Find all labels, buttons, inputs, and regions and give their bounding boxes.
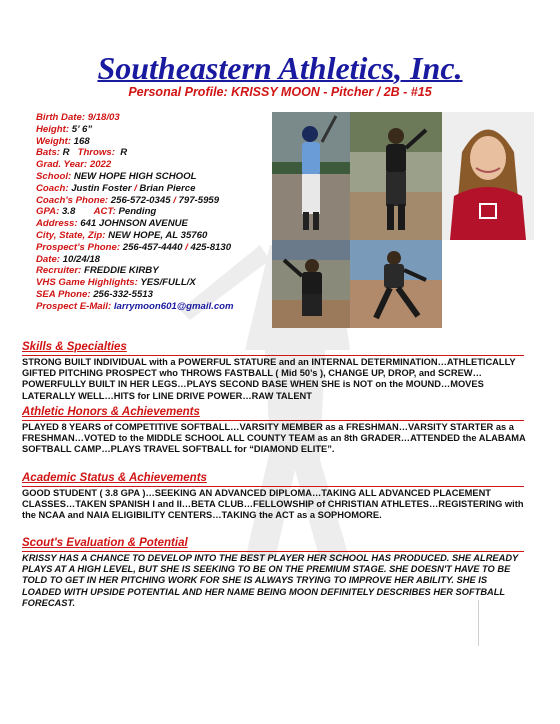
city-label: City, State, Zip: — [36, 229, 109, 241]
coach-value-2: Brian Pierce — [136, 182, 196, 194]
academic-text: GOOD STUDENT ( 3.8 GPA )…SEEKING AN ADVANCED DIPLOMA…TAKING ALL ADVANCED PLACEMENT CLASSES…TAKEN SPANISH I and II…BETA CLUB…FELLOWSHIP of CHRISTIAN ATHLETES…REGISTERING with the NCAA and NAIA ELIGIBILITY CENTERS…TAKING the ACT as a SOPHOMORE. — [22, 488, 524, 521]
photo-pitching-windup — [350, 112, 442, 240]
city-value: NEW HOPE, AL 35760 — [108, 229, 208, 241]
coach-phone-value-2: 797-5959 — [175, 194, 220, 206]
skills-heading: Skills & Specialties — [22, 341, 127, 353]
sea-phone-value: 256-332-5513 — [93, 288, 153, 300]
subtitle-prefix: Personal Profile: — [128, 85, 232, 99]
weight-label: Weight: — [36, 135, 74, 147]
date-label: Date: — [36, 253, 63, 265]
photo-pitching-release — [272, 240, 350, 328]
school-value: NEW HOPE HIGH SCHOOL — [73, 170, 197, 182]
address-row — [36, 218, 281, 230]
height-value: 5’ 6” — [71, 123, 93, 135]
academic-heading: Academic Status & Achievements — [22, 472, 207, 484]
personal-profile — [36, 112, 281, 313]
player-name: KRISSY MOON - Pitcher / 2B - #15 — [231, 85, 432, 99]
weight-value: 168 — [73, 135, 90, 147]
school-label: School: — [36, 170, 74, 182]
prospect-phone-row — [36, 242, 281, 254]
date-row — [36, 254, 281, 266]
company-title: Southeastern Athletics, Inc. — [97, 50, 463, 86]
scout-text: KRISSY HAS A CHANCE TO DEVELOP INTO THE BEST PLAYER HER SCHOOL HAS PRODUCED. SHE ALREADY PLAYS AT A HIGH LEVEL, BUT SHE IS SEEKING TO BE ON THE PREMIUM STAGE. SHE DOESN'T HAVE TO BE TOLD TO GET IN HER PITCHING WORK FOR SHE IS ALWAYS TRYING TO IMPROVE HER ABILITY. SHE IS LOADED WITH UPSIDE POTENTIAL AND HER NAME BEING MOON DEFINITELY DESCRIBES HER SOFTBALL FORECAST. — [22, 553, 519, 608]
photo-portrait — [442, 112, 534, 240]
coach-phone-value-1: 256-572-0345 — [110, 194, 174, 206]
prospect-phone-value-1: 256-457-4440 — [122, 241, 186, 253]
profile-subtitle — [0, 85, 560, 99]
recruiter-label: Recruiter: — [36, 265, 84, 277]
coach-row — [36, 183, 281, 195]
height-row — [36, 124, 281, 136]
photo-pitching-stride — [350, 240, 442, 328]
skills-text: STRONG BUILT INDIVIDUAL with a POWERFUL STATURE and an INTERNAL DETERMINATION…ATHLETICALLY GIFTED PITCHING PROSPECT who THROWS FASTBALL ( Mid 50’s ), CHANGE UP, DROP, and SCREW…POWERFULLY BUILT IN HER LEGS…PLAYS SECOND BASE WHEN SHE is NOT on the MOUND…MOVES LATERALLY WELL…HITS for LINE DRIVE POWER…RAW TALENT — [22, 357, 516, 401]
email-row — [36, 301, 281, 313]
email-value[interactable]: larrymoon601@gmail.com — [113, 300, 234, 312]
bats-throws-row — [36, 147, 281, 159]
birth-date-row — [36, 112, 281, 124]
coach-label: Coach: — [36, 182, 72, 194]
skills-divider — [22, 355, 524, 356]
address-label: Address: — [36, 218, 81, 230]
bats-value: R — [62, 147, 70, 159]
city-row — [36, 230, 281, 242]
coach-phone-label: Coach's Phone: — [36, 194, 111, 206]
academic-divider — [22, 486, 524, 487]
birth-date-label: Birth Date: — [36, 112, 88, 123]
coach-value-1: Justin Foster — [71, 182, 135, 194]
weight-row — [36, 136, 281, 148]
gpa-label: GPA: — [36, 206, 62, 218]
scout-divider — [22, 551, 524, 552]
athletic-text: PLAYED 8 YEARS of COMPETITIVE SOFTBALL…VARSITY MEMBER as a FRESHMAN…VARSITY STARTER as a FRESHMAN…VOTED to the MIDDLE SCHOOL ALL COUNTY TEAM as an 8th GRADER…ATTENDED the ALABAMA SOFTBALL CAMP…PLAYS TRAVEL SOFTBALL for “DIAMOND ELITE”. — [22, 422, 526, 455]
recruiter-row — [36, 265, 281, 277]
sea-phone-label: SEA Phone: — [36, 288, 94, 300]
vhs-value: YES/FULL/X — [140, 277, 196, 289]
scout-heading: Scout's Evaluation & Potential — [22, 537, 188, 549]
gpa-act-row — [36, 206, 281, 218]
recruiter-value: FREDDIE KIRBY — [83, 265, 159, 277]
school-row — [36, 171, 281, 183]
birth-date-value: 9/18/03 — [87, 112, 120, 123]
prospect-phone-label: Prospect’s Phone: — [36, 241, 123, 253]
act-label: ACT: — [75, 206, 119, 218]
grad-year-value: 2022 — [89, 159, 112, 171]
email-label: Prospect E-Mail: — [36, 300, 114, 312]
coach-phone-row — [36, 195, 281, 207]
prospect-phone-value-2: 425-8130 — [187, 241, 232, 253]
act-value: Pending — [118, 206, 157, 218]
photo-batting — [272, 112, 350, 240]
grad-year-row — [36, 159, 281, 171]
prospect-phone-slash: / — [185, 241, 188, 253]
throws-label: Throws: — [69, 147, 121, 159]
gpa-value: 3.8 — [61, 206, 76, 218]
bats-label: Bats: — [36, 147, 63, 159]
height-label: Height: — [36, 123, 72, 135]
coach-phone-slash: / — [173, 194, 176, 206]
address-value: 641 JOHNSON AVENUE — [80, 218, 188, 230]
athletic-divider — [22, 420, 524, 421]
grad-year-label: Grad. Year: — [36, 159, 90, 171]
vhs-row — [36, 277, 281, 289]
date-value: 10/24/18 — [62, 253, 101, 265]
throws-value: R — [120, 147, 128, 159]
athletic-heading: Athletic Honors & Achievements — [22, 406, 200, 418]
sea-phone-row — [36, 289, 281, 301]
vhs-label: VHS Game Highlights: — [36, 277, 141, 289]
coach-slash: / — [134, 182, 137, 194]
page-rule — [478, 600, 479, 646]
